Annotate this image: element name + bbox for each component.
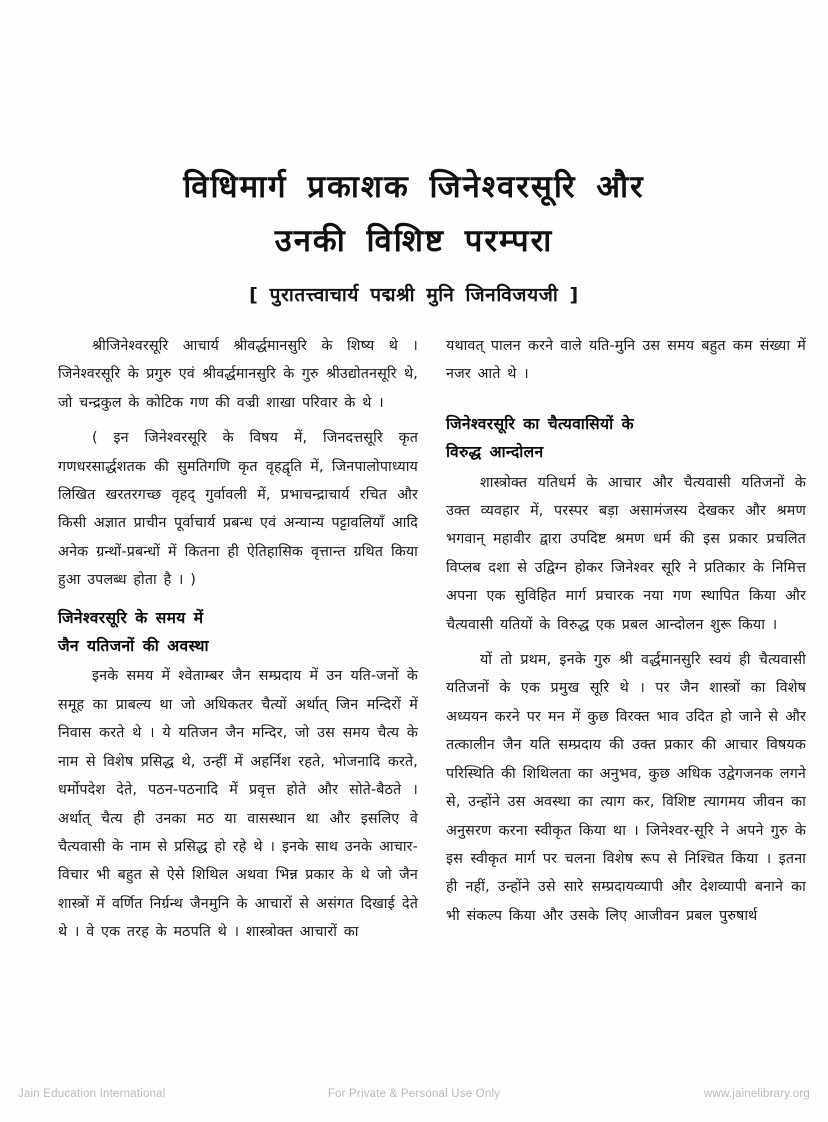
spacer xyxy=(446,391,806,401)
paragraph-continuation: यथावत् पालन करने वाले यति-मुनि उस समय बहुत कम संख्या में नजर आते थे । xyxy=(446,338,806,383)
footer-right-url: www.jainelibrary.org xyxy=(703,1088,810,1100)
section-subheading-left xyxy=(58,604,418,661)
title-line-1: विधिमार्ग प्रकाशक जिनेश्वरसूरि और xyxy=(183,169,645,205)
footer-left-text: Jain Education International xyxy=(18,1088,166,1100)
section-subheading-right xyxy=(446,410,806,467)
page-footer xyxy=(0,1084,828,1104)
subheading-line-1: जिनेश्वरसूरि का चैत्यवासियों के xyxy=(446,414,634,433)
left-column xyxy=(58,332,418,1062)
paragraph: इनके समय में श्वेताम्बर जैन सम्प्रदाय में उन यति-जनों के समूह का प्राबल्य था जो अधिकतर चैत्यों अर्थात् जिन मन्दिरों में निवास करते थे । ये यतिजन जैन मन्दिर, जो उस समय चैत्य के नाम से विशेष प्रसिद्ध थे, उन्हीं में अहर्निश रहते, भोजनादि करते, धर्मोपदेश देते, पठन-पठनादि में प्रवृत्त होते और सोते-बैठते । अर्थात् चैत्य ही उनका मठ या वासस्थान था और इसलिए वे चैत्यवासी के नाम से प्रसिद्ध हो रहे थे । इनके साथ उनके आचार-विचार भी बहुत से ऐसे शिथिल अथवा भिन्न प्रकार के थे जो जैन शास्त्रों में वर्णित निर्ग्रन्थ जैनमुनि के आचारों से असंगत दिखाई देते थे । वे एक तरह के मठपति थे । शास्त्रोक्त आचारों का xyxy=(58,668,418,941)
right-column xyxy=(446,332,806,1062)
paragraph: शास्त्रोक्त यतिधर्म के आचार और चैत्यवासी यतिजनों के उक्त व्यवहार में, परस्पर बड़ा असामंजस्य देखकर और श्रमण भगवान् महावीर द्वारा उपदिष्ट श्रमण धर्म की इस प्रकार प्रचलित विप्लब दशा से उद्विग्न होकर जिनेश्वर सूरि ने प्रतिकार के निमित्त अपना एक सुविहित मार्ग प्रचारक नया गण स्थापित किया और चैत्यवासी यतियों के विरुद्ध एक प्रबल आन्दोलन शुरू किया । xyxy=(446,474,806,633)
paragraph: श्रीजिनेश्वरसूरि आचार्य श्रीवर्द्धमानसुरि के शिष्य थे । जिनेश्वरसूरि के प्रगुरु एवं श्रीवर्द्धमानसुरि के गुरु श्रीउद्योतनसूरि थे, जो चन्द्रकुल के कोटिक गण की वज्री शाखा परिवार के थे । xyxy=(58,338,418,411)
byline: [ पुरातत्त्वाचार्य पद्मश्री मुनि जिनविजयजी ] xyxy=(249,284,579,306)
subheading-line-2: जैन यतिजनों की अवस्था xyxy=(58,637,209,656)
subheading-line-1: जिनेश्वरसूरि के समय में xyxy=(58,608,204,627)
paragraph: ( इन जिनेश्वरसूरि के विषय में, जिनदत्तसूरि कृत गणधरसार्द्धशतक की सुमतिगणि कृत वृहद्वृति में, जिनपालोपाध्याय लिखित खरतरगच्छ वृहद् गुर्वावली में, प्रभाचन्द्राचार्य रचित और किसी अज्ञात प्राचीन पूर्वाचार्य प्रबन्ध एवं अन्यान्य पट्टावलियाँ आदि अनेक ग्रन्थों-प्रबन्धों में कितना ही ऐतिहासिक वृत्तान्त ग्रथित किया हुआ उपलब्ध होता है । ) xyxy=(58,430,418,589)
paragraph: यों तो प्रथम, इनके गुरु श्री वर्द्धमानसुरि स्वयं ही चैत्यवासी यतिजनों के एक प्रमुख सूरि थे । पर जैन शास्त्रों का विशेष अध्ययन करने पर मन में कुछ विरक्त भाव उदित हो जाने से और तत्कालीन जैन यति सम्प्रदाय की उक्त प्रकार की आचार विषयक परिस्थिति की शिथिलता का अनुभव, कुछ अधिक उद्वेगजनक लगने से, उन्होंने उस अवस्था का त्याग कर, विशिष्ट त्यागमय जीवन का अनुसरण करना स्वीकृत किया था । जिनेश्वर-सूरि ने अपने गुरु के इस स्वीकृत मार्ग पर चलना विशेष रूप से निश्चित किया । इतना ही नहीं, उन्होंने उसे सारे सम्प्रदायव्यापी और देशव्यापी बनाने का भी संकल्प किया और उसके लिए आजीवन प्रबल पुरुषार्थ xyxy=(446,652,806,924)
subheading-line-2: विरुद्ध आन्दोलन xyxy=(446,443,544,462)
page-title xyxy=(0,160,828,268)
title-line-2: उनकी विशिष्ट परम्परा xyxy=(274,223,554,259)
body-columns xyxy=(58,332,806,1062)
footer-center-text: For Private & Personal Use Only xyxy=(327,1088,501,1100)
